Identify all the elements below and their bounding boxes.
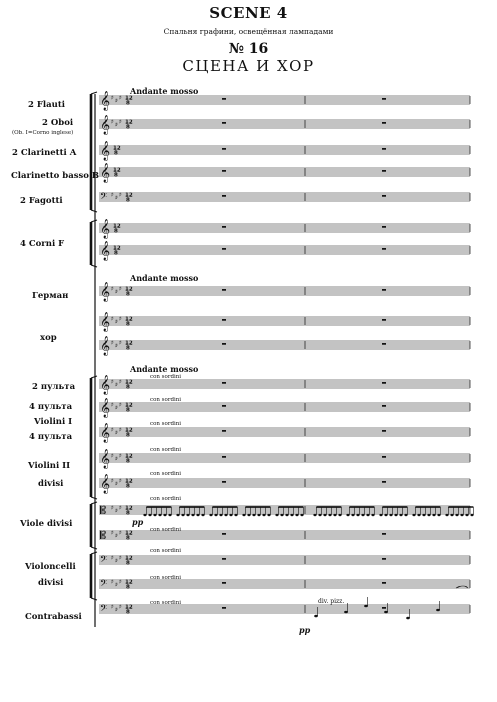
time-signature-denominator: 8 [126, 432, 130, 439]
sharp-icon: ♯ [115, 381, 118, 389]
alto-clef-icon: 𝄡 [100, 529, 107, 542]
instrument-label: 4 Corni F [20, 239, 65, 249]
con-sordini-marking: con sordini [150, 575, 182, 581]
time-signature-numerator: 12 [125, 379, 133, 386]
instrument-label: Violini II [28, 461, 71, 471]
time-signature-numerator: 12 [125, 555, 133, 562]
sharp-icon: ♯ [111, 426, 114, 434]
instrument-label: 4 пульта [29, 432, 73, 442]
whole-rest-icon [382, 148, 386, 150]
time-signature-denominator: 8 [126, 510, 130, 517]
sharp-icon: ♯ [111, 578, 114, 586]
whole-rest-icon [222, 405, 226, 407]
con-sordini-marking: con sordini [150, 397, 182, 403]
note-head [384, 611, 388, 614]
time-signature-numerator: 12 [125, 95, 133, 102]
time-signature-numerator: 12 [125, 402, 133, 409]
sharp-icon: ♯ [115, 121, 118, 129]
whole-rest-icon [382, 382, 386, 384]
time-signature-numerator: 12 [125, 192, 133, 199]
time-signature-numerator: 12 [125, 453, 133, 460]
sharp-icon: ♯ [111, 477, 114, 485]
whole-rest-icon [222, 319, 226, 321]
sharp-icon: ♯ [115, 507, 118, 515]
piece-title: СЦЕНА И ХОР [182, 57, 315, 75]
whole-rest-icon [382, 607, 386, 609]
time-signature-denominator: 8 [114, 150, 118, 157]
sharp-icon: ♯ [111, 452, 114, 460]
time-signature-denominator: 8 [126, 197, 130, 204]
time-signature-numerator: 12 [113, 245, 121, 252]
piece-number: № 16 [228, 41, 269, 57]
whole-rest-icon [382, 343, 386, 345]
whole-rest-icon [222, 533, 226, 535]
sharp-icon: ♯ [115, 455, 118, 463]
time-signature-numerator: 12 [125, 530, 133, 537]
sharp-icon: ♯ [119, 504, 122, 512]
time-signature-denominator: 8 [126, 483, 130, 490]
whole-rest-icon [222, 607, 226, 609]
dynamic-marking: pp [132, 517, 144, 527]
sharp-icon: ♯ [111, 529, 114, 537]
sharp-icon: ♯ [119, 426, 122, 434]
time-signature-numerator: 12 [125, 505, 133, 512]
sharp-icon: ♯ [119, 315, 122, 323]
sharp-icon: ♯ [111, 401, 114, 409]
sharp-icon: ♯ [115, 532, 118, 540]
instrument-label: 2 пульта [32, 382, 76, 392]
staff-bracket [91, 547, 97, 549]
div-pizz-marking: div. pizz. [318, 598, 345, 605]
instrument-label: Contrabassi [25, 612, 82, 622]
con-sordini-marking: con sordini [150, 374, 182, 380]
time-signature-numerator: 12 [113, 167, 121, 174]
whole-rest-icon [222, 343, 226, 345]
bass-clef-icon: 𝄢 [100, 554, 108, 567]
time-signature-denominator: 8 [126, 291, 130, 298]
con-sordini-marking: con sordini [150, 447, 182, 453]
staff-bracket [91, 552, 97, 554]
instrument-label: 2 Clarinetti A [12, 148, 77, 158]
sharp-icon: ♯ [115, 581, 118, 589]
whole-rest-icon [382, 533, 386, 535]
staff-bracket [91, 502, 97, 504]
whole-rest-icon [382, 319, 386, 321]
instrument-label: хор [40, 333, 57, 343]
treble-clef-icon: 𝄞 [100, 336, 111, 356]
whole-rest-icon [382, 289, 386, 291]
whole-rest-icon [222, 430, 226, 432]
staff-bracket [91, 220, 97, 222]
sharp-icon: ♯ [111, 603, 114, 611]
sharp-icon: ♯ [115, 480, 118, 488]
whole-rest-icon [382, 226, 386, 228]
treble-clef-icon: 𝄞 [100, 312, 111, 332]
staff-bracket [91, 92, 97, 94]
sharp-icon: ♯ [115, 404, 118, 412]
alto-clef-icon: 𝄡 [100, 504, 107, 517]
bass-clef-icon: 𝄢 [100, 578, 108, 591]
whole-rest-icon [382, 248, 386, 250]
time-signature-denominator: 8 [114, 172, 118, 179]
time-signature-numerator: 12 [125, 427, 133, 434]
sharp-icon: ♯ [115, 288, 118, 296]
sharp-icon: ♯ [119, 529, 122, 537]
staff-bracket [91, 265, 97, 267]
staff-bracket [91, 210, 97, 212]
note-head [314, 615, 318, 618]
time-signature-denominator: 8 [126, 384, 130, 391]
time-signature-denominator: 8 [114, 250, 118, 257]
treble-clef-icon: 𝄞 [100, 91, 111, 111]
instrument-label: (Ob. I=Corno inglese) [12, 130, 74, 136]
sharp-icon: ♯ [111, 315, 114, 323]
whole-rest-icon [222, 170, 226, 172]
time-signature-numerator: 12 [125, 579, 133, 586]
sharp-icon: ♯ [119, 452, 122, 460]
whole-rest-icon [382, 405, 386, 407]
whole-rest-icon [222, 558, 226, 560]
whole-rest-icon [222, 226, 226, 228]
sharp-icon: ♯ [119, 285, 122, 293]
instrument-label: Violini I [34, 417, 73, 427]
sharp-icon: ♯ [111, 339, 114, 347]
sharp-icon: ♯ [119, 118, 122, 126]
note-head [436, 609, 440, 612]
sharp-icon: ♯ [111, 378, 114, 386]
sharp-icon: ♯ [111, 504, 114, 512]
treble-clef-icon: 𝄞 [100, 163, 111, 183]
time-signature-denominator: 8 [126, 609, 130, 616]
time-signature-numerator: 12 [125, 478, 133, 485]
instrument-label: Viole divisi [20, 519, 73, 529]
time-signature-denominator: 8 [126, 458, 130, 465]
sharp-icon: ♯ [119, 554, 122, 562]
sharp-icon: ♯ [111, 191, 114, 199]
whole-rest-icon [382, 558, 386, 560]
sharp-icon: ♯ [111, 94, 114, 102]
time-signature-denominator: 8 [126, 321, 130, 328]
note-head [406, 617, 410, 620]
whole-rest-icon [222, 122, 226, 124]
instrument-label: Clarinetto basso B [11, 171, 100, 181]
whole-rest-icon [222, 582, 226, 584]
instrument-label: Герман [32, 291, 69, 301]
sharp-icon: ♯ [111, 118, 114, 126]
con-sordini-marking: con sordini [150, 471, 182, 477]
tempo-marking: Andante mosso [130, 364, 199, 374]
whole-rest-icon [382, 98, 386, 100]
sharp-icon: ♯ [111, 285, 114, 293]
scene-subtitle: Спальня графини, освещённая лампадами [163, 27, 334, 36]
time-signature-denominator: 8 [126, 560, 130, 567]
whole-rest-icon [222, 148, 226, 150]
time-signature-numerator: 12 [125, 604, 133, 611]
bass-clef-icon: 𝄢 [100, 603, 108, 616]
time-signature-denominator: 8 [126, 535, 130, 542]
tempo-marking: Andante mosso [130, 86, 199, 96]
treble-clef-icon: 𝄞 [100, 398, 111, 418]
whole-rest-icon [382, 456, 386, 458]
treble-clef-icon: 𝄞 [100, 423, 111, 443]
whole-rest-icon [222, 98, 226, 100]
sharp-icon: ♯ [119, 339, 122, 347]
staff-bracket [91, 497, 97, 499]
bass-clef-icon: 𝄢 [100, 191, 108, 204]
time-signature-denominator: 8 [126, 407, 130, 414]
whole-rest-icon [222, 456, 226, 458]
tempo-marking: Andante mosso [130, 273, 199, 283]
instrument-label: 2 Fagotti [20, 196, 63, 206]
time-signature-denominator: 8 [126, 345, 130, 352]
sharp-icon: ♯ [119, 401, 122, 409]
time-signature-denominator: 8 [126, 124, 130, 131]
instrument-label: 2 Oboi [42, 118, 74, 128]
instrument-label: divisi [38, 479, 64, 489]
sharp-icon: ♯ [115, 342, 118, 350]
time-signature-numerator: 12 [125, 286, 133, 293]
time-signature-denominator: 8 [114, 228, 118, 235]
time-signature-numerator: 12 [125, 316, 133, 323]
whole-rest-icon [222, 481, 226, 483]
whole-rest-icon [222, 382, 226, 384]
time-signature-numerator: 12 [113, 145, 121, 152]
sharp-icon: ♯ [115, 318, 118, 326]
staff-bracket [91, 598, 97, 600]
treble-clef-icon: 𝄞 [100, 375, 111, 395]
sharp-icon: ♯ [115, 557, 118, 565]
time-signature-denominator: 8 [126, 100, 130, 107]
treble-clef-icon: 𝄞 [100, 241, 111, 261]
time-signature-denominator: 8 [126, 584, 130, 591]
whole-rest-icon [382, 481, 386, 483]
whole-rest-icon [382, 122, 386, 124]
sharp-icon: ♯ [115, 606, 118, 614]
con-sordini-marking: con sordini [150, 496, 182, 502]
note-head [364, 605, 368, 608]
sharp-icon: ♯ [115, 194, 118, 202]
sharp-icon: ♯ [119, 378, 122, 386]
sharp-icon: ♯ [119, 603, 122, 611]
sharp-icon: ♯ [119, 477, 122, 485]
sharp-icon: ♯ [111, 554, 114, 562]
con-sordini-marking: con sordini [150, 421, 182, 427]
con-sordini-marking: con sordini [150, 548, 182, 554]
sharp-icon: ♯ [119, 191, 122, 199]
con-sordini-marking: con sordini [150, 600, 182, 606]
treble-clef-icon: 𝄞 [100, 282, 111, 302]
sharp-icon: ♯ [119, 578, 122, 586]
instrument-label: divisi [38, 578, 64, 588]
whole-rest-icon [382, 430, 386, 432]
whole-rest-icon [222, 289, 226, 291]
instrument-label: 4 пульта [29, 402, 73, 412]
treble-clef-icon: 𝄞 [100, 449, 111, 469]
treble-clef-icon: 𝄞 [100, 141, 111, 161]
sharp-icon: ♯ [115, 429, 118, 437]
treble-clef-icon: 𝄞 [100, 115, 111, 135]
sharp-icon: ♯ [115, 97, 118, 105]
instrument-label: Violoncelli [25, 562, 76, 572]
time-signature-numerator: 12 [125, 119, 133, 126]
treble-clef-icon: 𝄞 [100, 474, 111, 494]
whole-rest-icon [382, 195, 386, 197]
instrument-label: 2 Flauti [28, 100, 65, 110]
staff-bracket [91, 376, 97, 378]
whole-rest-icon [382, 170, 386, 172]
whole-rest-icon [222, 195, 226, 197]
whole-rest-icon [222, 248, 226, 250]
con-sordini-marking: con sordini [150, 527, 182, 533]
scene-heading: SCENE 4 [209, 4, 288, 22]
note-head [344, 611, 348, 614]
time-signature-numerator: 12 [125, 340, 133, 347]
time-signature-numerator: 12 [113, 223, 121, 230]
whole-rest-icon [382, 582, 386, 584]
treble-clef-icon: 𝄞 [100, 219, 111, 239]
dynamic-marking: pp [299, 625, 311, 635]
sharp-icon: ♯ [119, 94, 122, 102]
